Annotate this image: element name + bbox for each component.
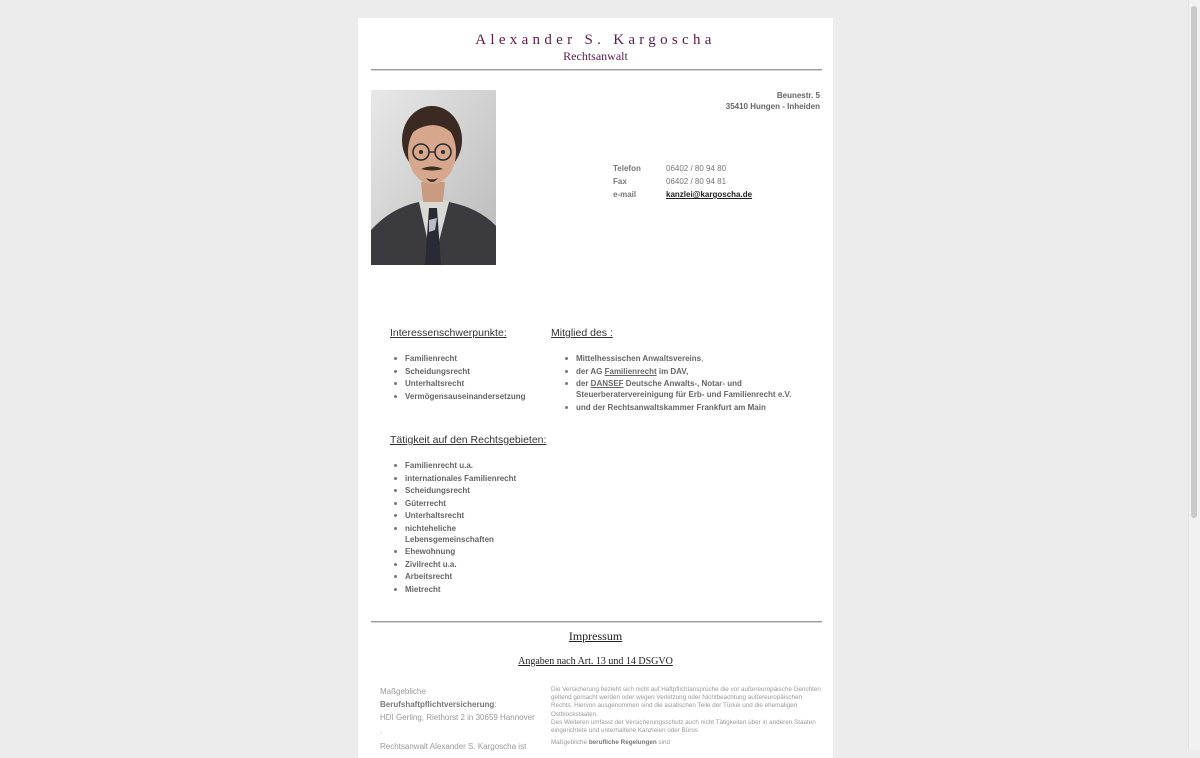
member-item-prefix: der AG <box>576 366 605 376</box>
list-item <box>561 366 811 377</box>
impressum-left-column <box>380 685 545 753</box>
lawyer-name: Alexander S. Kargoscha <box>475 32 716 48</box>
address-block <box>726 91 820 112</box>
insurer-address: HDI Gerling, Riethorst 2 in 30659 Hannover <box>380 713 535 722</box>
list-item: Unterhaltsrecht <box>390 378 550 389</box>
insurance-scope-text: Die Versicherung bezieht sich nicht auf Haftpflichtansprüche die vor außereuropäische Gerichten geltend gemacht werden oder wegen Verletzung oder Nichtbeachtung außereuropäischen Rechts. Hiervon ausgenommen sind die asiatischen Teile der Türkei und die ehemaligen Ostblockstaaten. <box>551 686 821 718</box>
activity-heading: Tätigkeit auf den Rechtsgebieten: <box>390 434 547 446</box>
scrollbar-thumb[interactable] <box>1191 6 1197 518</box>
email-label: e-mail <box>613 190 637 199</box>
rules-suffix: sind <box>656 739 671 747</box>
vertical-scrollbar[interactable] <box>1188 0 1200 750</box>
phone-label: Telefon <box>613 164 641 173</box>
list-item <box>561 353 811 364</box>
member-item-suffix: im DAV, <box>656 366 689 376</box>
member-item-anwaltsverein: Mittelhessischen Anwaltsvereins <box>576 354 702 363</box>
contact-block <box>613 162 752 201</box>
rules-prefix: Maßgebliche <box>551 739 589 747</box>
insurance-label: Berufshaftpflichtversicherung <box>380 700 495 709</box>
insurance-colon: : <box>494 700 497 709</box>
email-link[interactable]: kanzlei@kargoscha.de <box>666 190 753 199</box>
fax-label: Fax <box>613 177 627 186</box>
dansef-link[interactable]: DANSEF <box>590 379 624 388</box>
list-item: Mietrecht <box>390 584 520 595</box>
phone-value: 06402 / 80 94 80 <box>666 164 727 173</box>
member-heading: Mitglied des : <box>551 327 613 339</box>
contact-fax-row <box>613 175 752 188</box>
impressum-insurance-line <box>380 698 545 711</box>
focus-heading: Interessenschwerpunkte: <box>390 327 507 339</box>
list-item: nichteheliche Lebensgemeinschaften <box>390 523 520 545</box>
rules-bold: berufliche Regelungen <box>588 739 657 747</box>
member-item-suffix: Deutsche Anwalts-, Notar- und Steuerberatervereinigung für Erb- und Familienrecht e.V. <box>576 379 792 399</box>
contact-email-row <box>613 188 752 201</box>
list-item: internationales Familienrecht <box>390 473 520 484</box>
list-item: Arbeitsrecht <box>390 571 520 582</box>
impressum-left-more: Rechtsanwalt Alexander S. Kargoscha ist <box>380 742 527 751</box>
list-item: und der Rechtsanwaltskammer Frankfurt am Main <box>561 402 811 413</box>
dsgvo-heading: Angaben nach Art. 13 und 14 DSGVO <box>518 656 673 667</box>
profession: Rechtsanwalt <box>563 49 628 63</box>
insurance-scope-text2: Des Weiteren umfasst der Versicherungsschutz auch nicht Tätigkeiten über in anderen Staaten eingerichtete und unterhaltene Kanzleien oder Büros <box>551 718 816 735</box>
list-item: Scheidungsrecht <box>390 485 520 496</box>
list-item: Unterhaltsrecht <box>390 510 520 521</box>
impressum-right-column <box>551 686 821 747</box>
member-item-prefix: der <box>576 379 591 388</box>
list-item: Scheidungsrecht <box>390 366 550 377</box>
list-item: Güterrecht <box>390 498 520 509</box>
impressum-left-line1: Maßgebliche <box>380 687 426 696</box>
activity-list <box>390 460 520 596</box>
address-city: 35410 Hungen - Inheiden <box>725 101 820 111</box>
focus-list <box>390 353 550 403</box>
member-item-comma: , <box>701 354 704 363</box>
list-item: Vermögensauseinandersetzung <box>390 391 550 402</box>
familienrecht-link[interactable]: Familienrecht <box>604 366 657 376</box>
list-item: Familienrecht u.a. <box>390 460 520 471</box>
insurer-dot: . <box>380 726 383 735</box>
contact-phone-row <box>613 162 752 175</box>
portrait-photo <box>371 90 496 265</box>
fax-value: 06402 / 80 94 81 <box>666 177 727 186</box>
list-item: Zivilrecht u.a. <box>390 559 520 570</box>
address-street: Beunestr. 5 <box>776 91 820 100</box>
page-container <box>358 18 833 758</box>
member-list <box>561 353 811 414</box>
list-item: Familienrecht <box>390 353 550 364</box>
list-item <box>561 378 811 400</box>
impressum-divider <box>371 621 822 623</box>
professional-rules-line <box>551 739 821 747</box>
impressum-title: Impressum <box>568 629 623 643</box>
list-item: Ehewohnung <box>390 546 520 557</box>
header-divider <box>371 69 822 71</box>
